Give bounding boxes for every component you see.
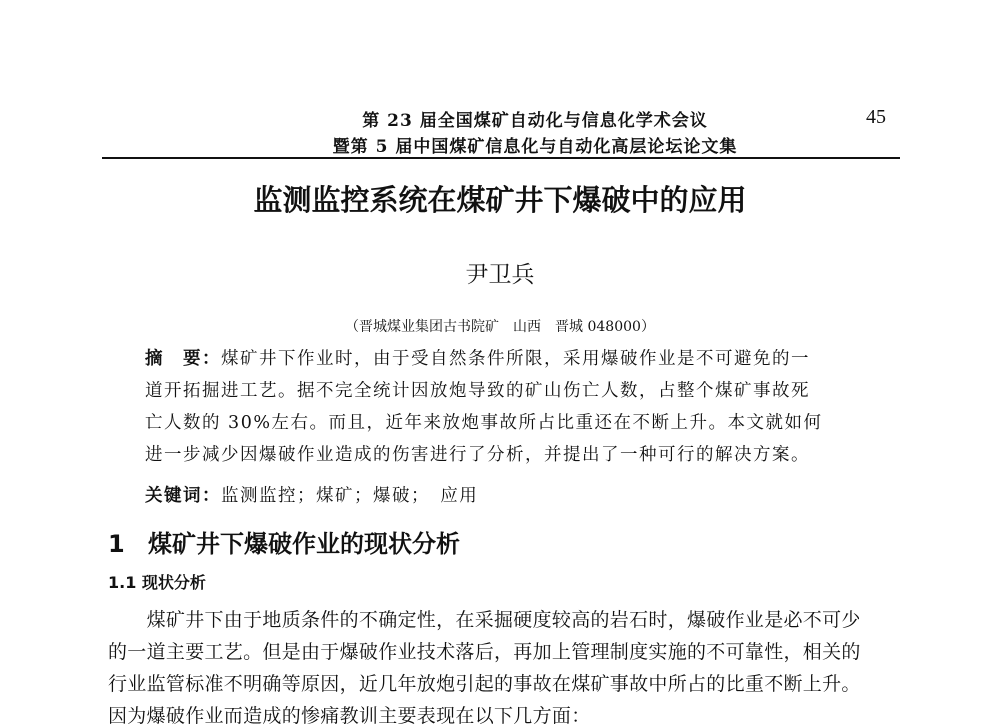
keywords-value: 监测监控；煤矿；爆破； 应用 bbox=[221, 486, 479, 506]
running-header-line1: 第 23 届全国煤矿自动化与信息化学术会议 bbox=[362, 111, 708, 131]
abstract-line bbox=[145, 345, 810, 370]
paper-title: 监测监控系统在煤矿井下爆破中的应用 bbox=[253, 183, 747, 217]
abstract-text: 煤矿井下作业时，由于受自然条件所限，采用爆破作业是不可避免的一 bbox=[221, 349, 810, 369]
section-heading bbox=[108, 524, 460, 559]
body-line: 行业监管标准不明确等原因，近几年放炮引起的事故在煤矿事故中所占的比重不断上升。 bbox=[108, 673, 861, 695]
page-number: 45 bbox=[866, 106, 886, 128]
abstract-line: 道开拓掘进工艺。据不完全统计因放炮导致的矿山伤亡人数，占整个煤矿事故死 bbox=[145, 381, 810, 401]
body-line: 因为爆破作业而造成的惨痛教训主要表现在以下几方面： bbox=[108, 705, 591, 727]
abstract-line: 亡人数的 30%左右。而且，近年来放炮事故所占比重还在不断上升。本文就如何 bbox=[145, 413, 823, 433]
body-line: 的一道主要工艺。但是由于爆破作业技术落后，再加上管理制度实施的不可靠性，相关的 bbox=[108, 641, 861, 663]
abstract-line: 进一步减少因爆破作业造成的伤害进行了分析，并提出了一种可行的解决方案。 bbox=[145, 445, 810, 465]
keywords-label: 关键词： bbox=[145, 486, 221, 506]
header-rule bbox=[102, 157, 900, 159]
author: 尹卫兵 bbox=[465, 262, 535, 288]
section-number: 1 bbox=[108, 530, 125, 558]
running-header-line2: 暨第 5 届中国煤矿信息化与自动化高层论坛论文集 bbox=[332, 137, 738, 157]
section-title: 煤矿井下爆破作业的现状分析 bbox=[148, 530, 460, 558]
affiliation: （晋城煤业集团古书院矿 山西 晋城 048000） bbox=[345, 319, 655, 335]
body-line: 煤矿井下由于地质条件的不确定性，在采掘硬度较高的岩石时，爆破作业是必不可少 bbox=[108, 609, 861, 631]
abstract-label: 摘 要： bbox=[145, 349, 221, 369]
keywords bbox=[145, 482, 478, 507]
subsection-heading: 1.1 现状分析 bbox=[108, 573, 206, 592]
